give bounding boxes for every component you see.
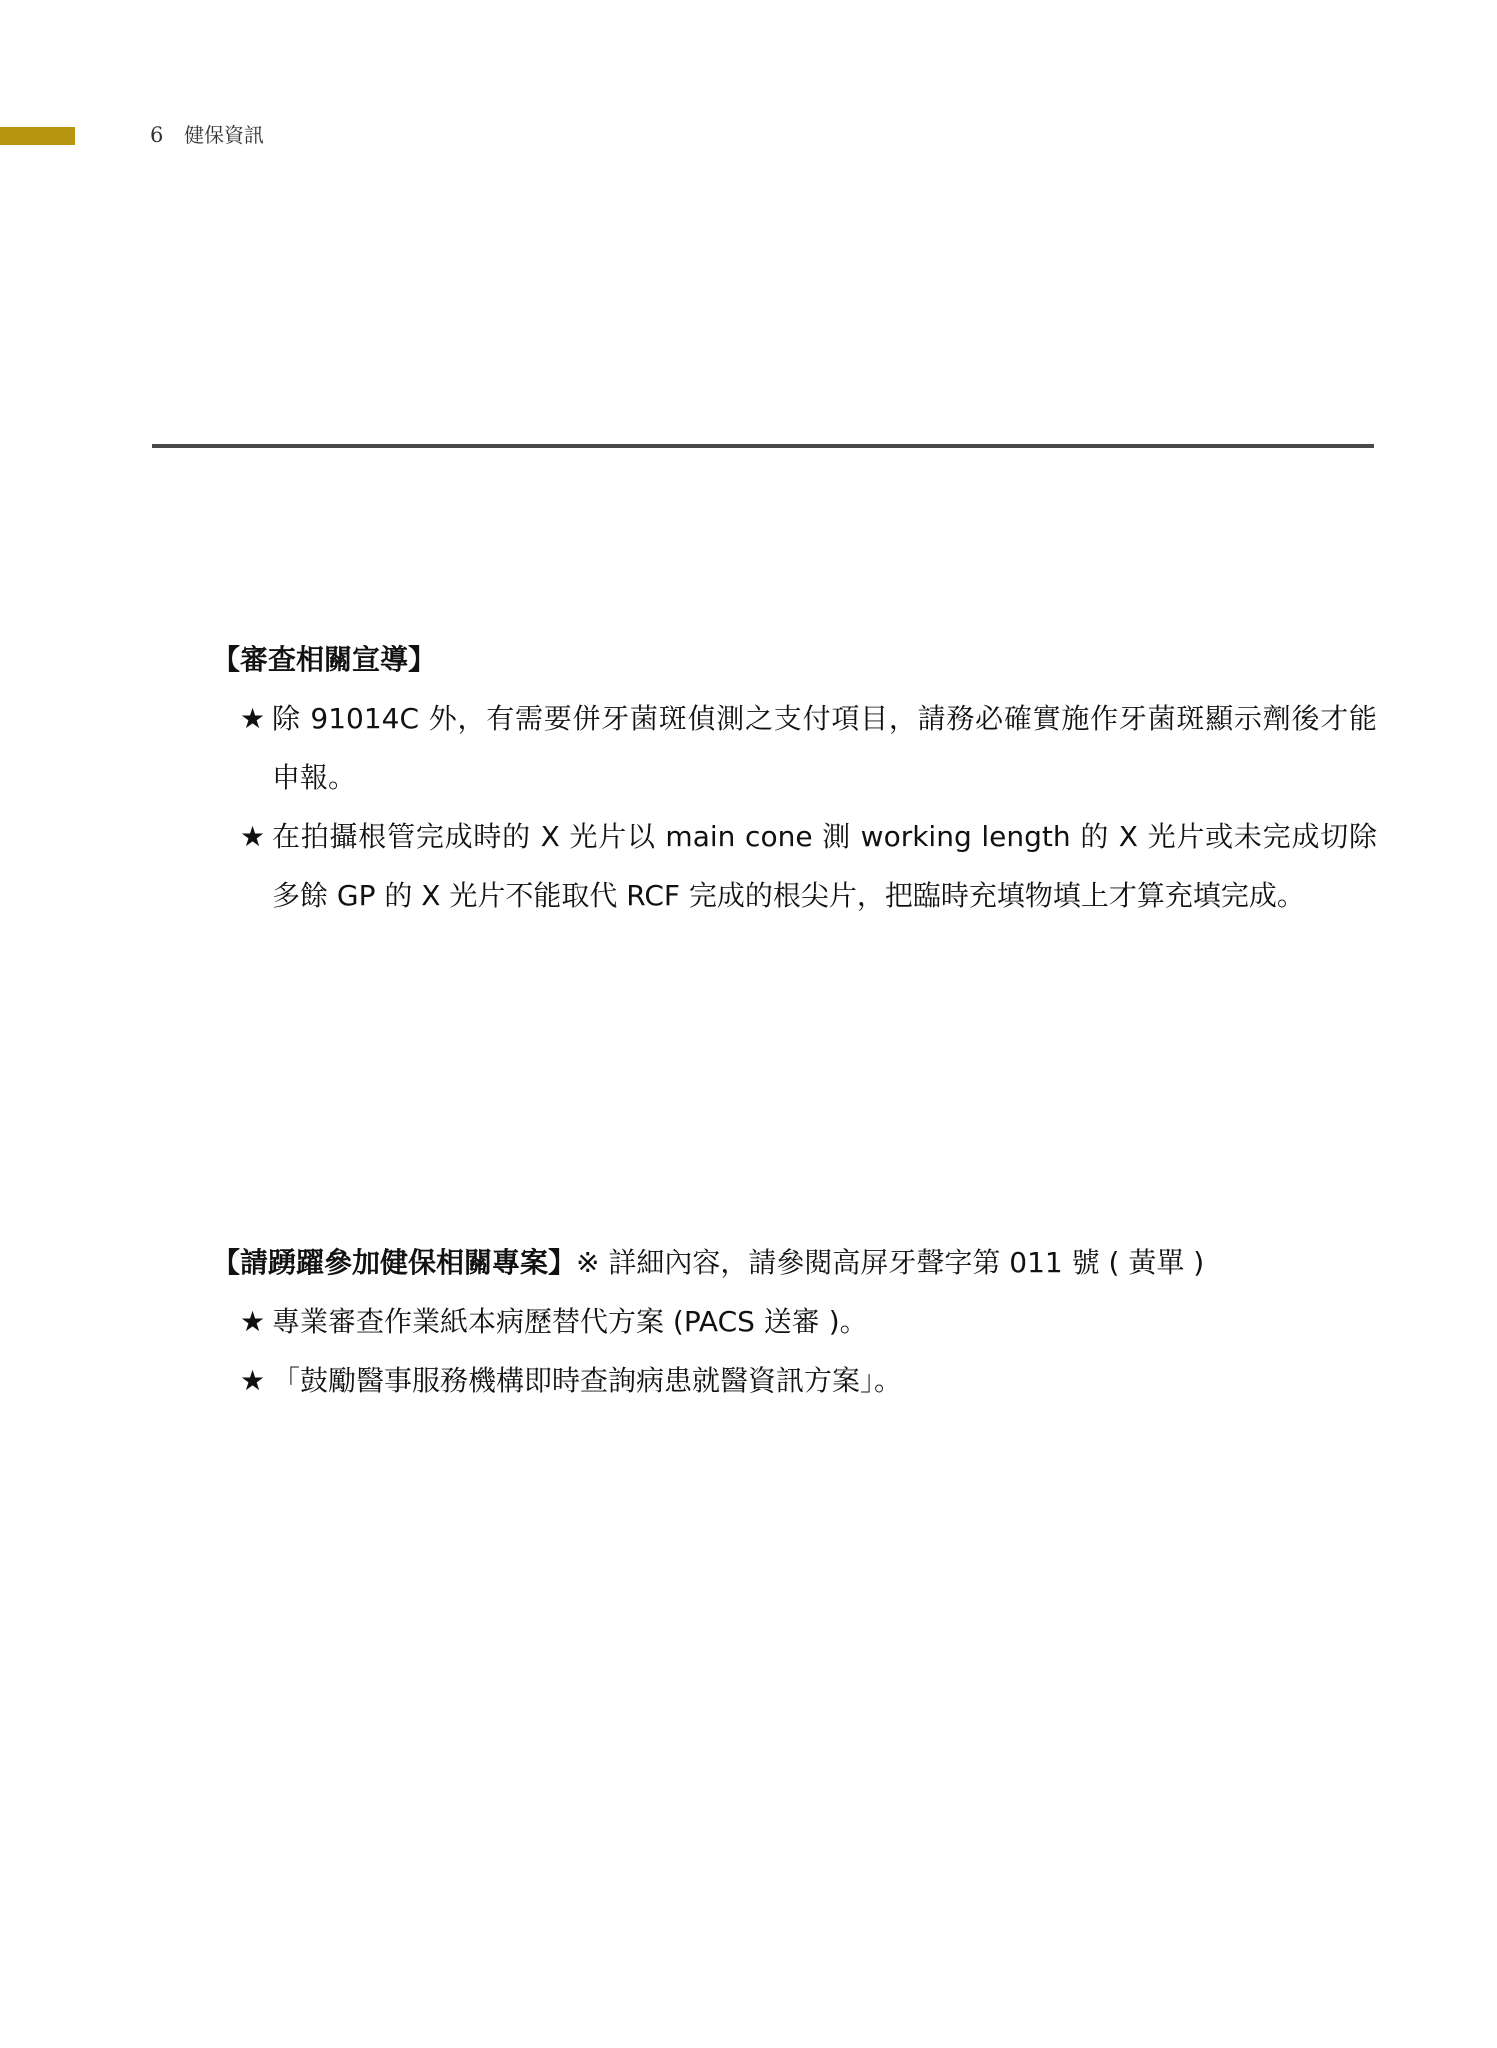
project-item [212, 1292, 1377, 1351]
projects-note: ※ 詳細內容，請參閱高屏牙聲字第 011 號 ( 黃單 ) [576, 1246, 1205, 1279]
review-item [212, 689, 1377, 807]
review-announcements [212, 630, 1377, 925]
projects-heading: 【請踴躍參加健保相關專案】 [212, 1246, 577, 1279]
project-item-text: 專業審查作業紙本病歷替代方案 (PACS 送審 )。 [272, 1305, 868, 1338]
section-title: 健保資訊 [184, 123, 265, 147]
horizontal-divider [152, 444, 1374, 448]
review-item [212, 807, 1377, 925]
review-heading: 【審查相關宣導】 [212, 643, 437, 676]
page-accent-bar [0, 127, 75, 145]
star-icon: ★ [240, 702, 266, 735]
star-icon: ★ [240, 1305, 266, 1338]
review-item-text: 除 91014C 外，有需要併牙菌斑偵測之支付項目，請務必確實施作牙菌斑顯示劑後才能申報。 [272, 702, 1377, 794]
projects-announcements [212, 1233, 1377, 1410]
star-icon: ★ [240, 1364, 266, 1397]
running-header [150, 120, 264, 150]
project-item-text: 「鼓勵醫事服務機構即時查詢病患就醫資訊方案」。 [272, 1364, 903, 1397]
review-item-text: 在拍攝根管完成時的 X 光片以 main cone 測 working length 的 X 光片或未完成切除多餘 GP 的 X 光片不能取代 RCF 完成的根尖片，把臨時充填物填上才算充填完成。 [272, 820, 1377, 912]
star-icon: ★ [240, 820, 266, 853]
project-item [212, 1351, 1377, 1410]
page-number: 6 [150, 123, 164, 147]
projects-heading-line [212, 1233, 1377, 1292]
